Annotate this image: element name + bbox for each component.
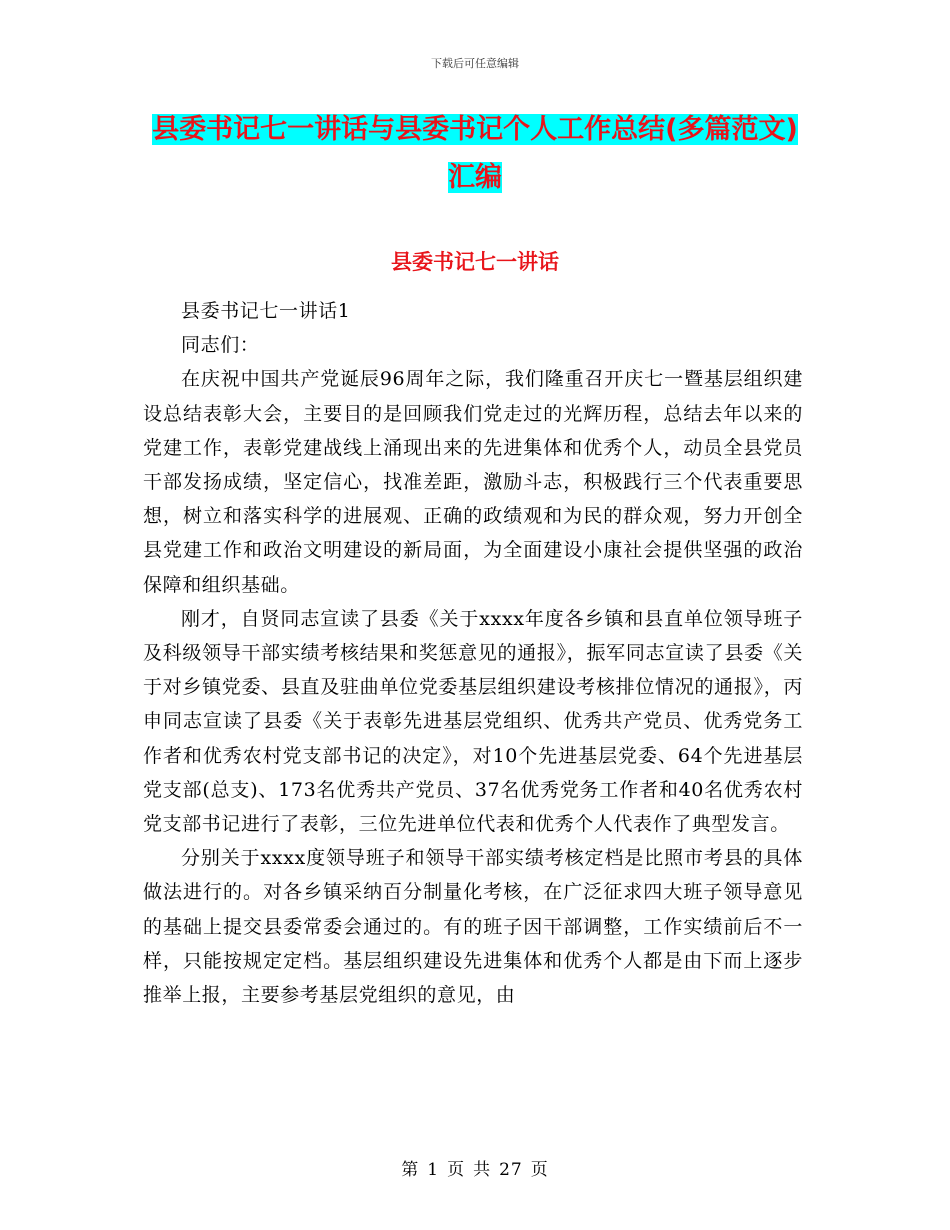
current-page-number: 1 xyxy=(427,1160,440,1180)
document-title xyxy=(145,106,805,202)
footer-prefix: 第 xyxy=(401,1160,420,1180)
page-footer xyxy=(0,1155,950,1180)
paragraph: 分别关于xxxx度领导班子和领导干部实绩考核定档是比照市考县的具体做法进行的。对各乡镇采纳百分制量化考核，在广泛征求四大班子领导意见的基础上提交县委常委会通过的。有的班子因干部调整，工作实绩前后不一样，只能按规定定档。基层组织建设先进集体和优秀个人都是由下而上逐步推举上报，主要参考基层党组织的意见，由 xyxy=(143,847,803,1007)
header-note: 下载后可任意编辑 xyxy=(431,57,519,70)
footer-total-prefix: 共 xyxy=(473,1160,492,1180)
paragraph-heading: 县委书记七一讲话1 xyxy=(181,300,351,322)
footer-suffix: 页 xyxy=(530,1160,549,1180)
total-page-count: 27 xyxy=(499,1160,523,1180)
paragraph-salutation: 同志们： xyxy=(181,334,260,357)
section-title: 县委书记七一讲话 xyxy=(391,250,559,274)
paragraph: 在庆祝中国共产党诞辰96周年之际，我们隆重召开庆七一暨基层组织建设总结表彰大会，主要目的是回顾我们党走过的光辉历程，总结去年以来的党建工作，表彰党建战线上涌现出来的先进集体和优秀个人，动员全县党员干部发扬成绩，坚定信心，找准差距，激励斗志，积极践行三个代表重要思想，树立和落实科学的进展观、正确的政绩观和为民的群众观，努力开创全县党建工作和政治文明建设的新局面，为全面建设小康社会提供坚强的政治保障和组织基础。 xyxy=(143,368,803,596)
paragraph: 刚才，自贤同志宣读了县委《关于xxxx年度各乡镇和县直单位领导班子及科级领导干部实绩考核结果和奖惩意见的通报》，振军同志宣读了县委《关于对乡镇党委、县直及驻曲单位党委基层组织建设考核排位情况的通报》，丙申同志宣读了县委《关于表彰先进基层党组织、优秀共产党员、优秀党务工作者和优秀农村党支部书记的决定》，对10个先进基层党委、64个先进基层党支部(总支)、173名优秀共产党员、37名优秀党务工作者和40名优秀农村党支部书记进行了表彰，三位先进单位代表和优秀个人代表作了典型发言。 xyxy=(143,607,803,836)
footer-page-unit: 页 xyxy=(447,1160,466,1180)
document-body xyxy=(143,294,803,1012)
document-title-text: 县委书记七一讲话与县委书记个人工作总结(多篇范文)汇编 xyxy=(152,114,798,193)
